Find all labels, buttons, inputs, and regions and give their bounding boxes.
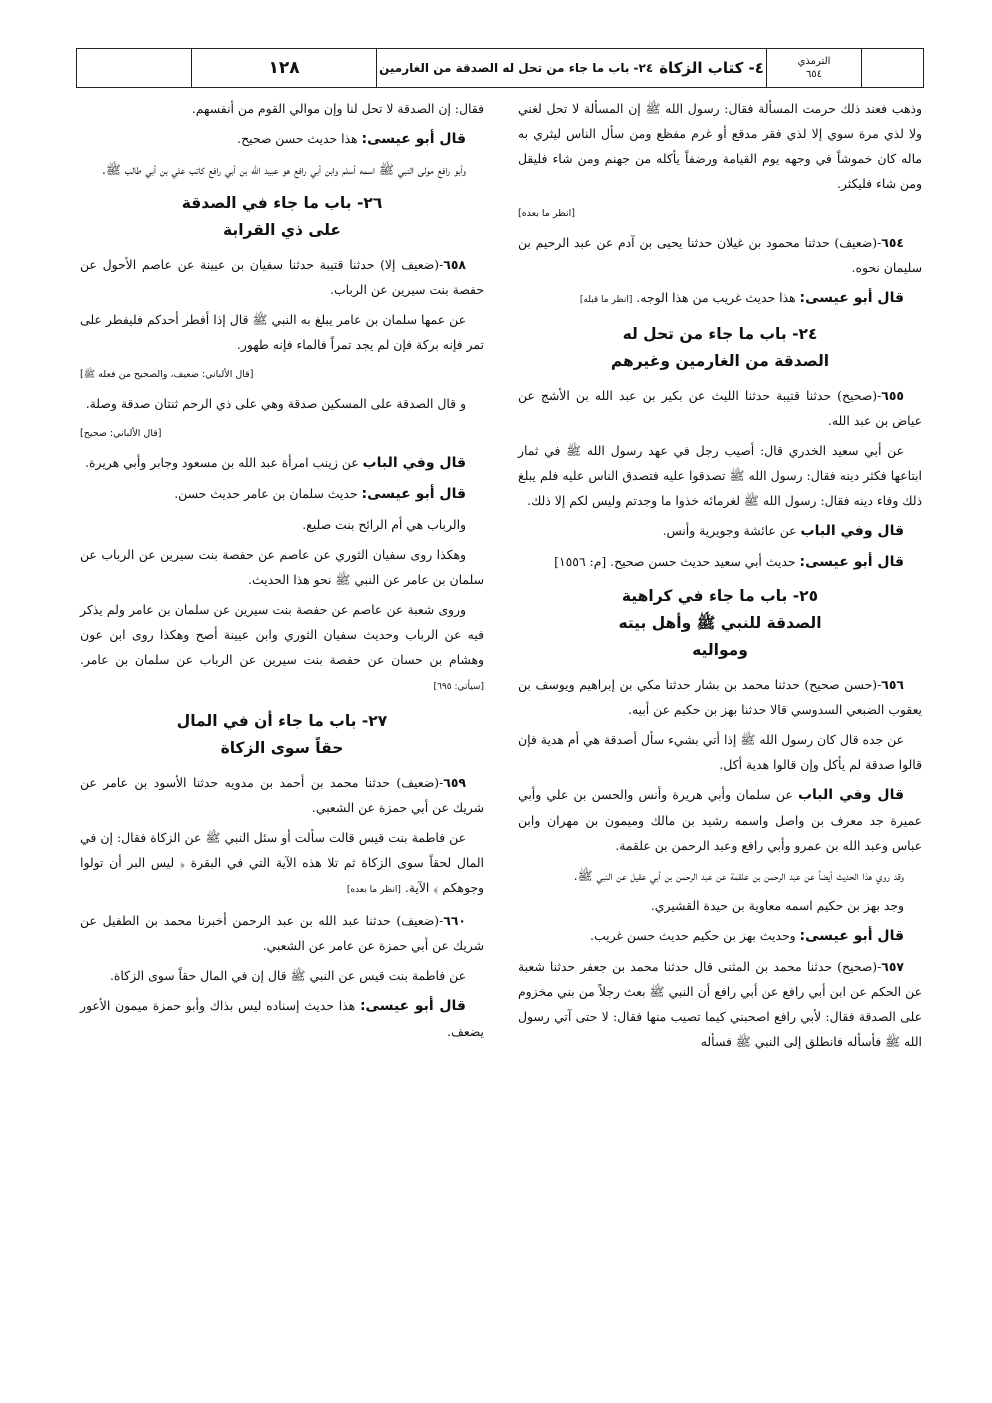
header-cell-blank-right	[861, 49, 923, 87]
chapter-heading-26: ٢٦- باب ما جاء في الصدقة على ذي القرابة	[181, 194, 383, 239]
chapter-heading-24: ٢٤- باب ما جاء من تحل له الصدقة من الغارمين وغيرهم	[610, 325, 830, 370]
paragraph: وهكذا روى سفيان الثوري عن عاصم عن حفصة بنت سيرين عن الرباب عن سلمان بن عامر عن النبي ﷺ نحو هذا الحديث.	[80, 547, 484, 587]
fil-bab-comment: قال وفي الباب عن زينب امرأة عبد الله بن مسعود وجابر وأبي هريرة.	[85, 455, 466, 471]
hadith-654: ٦٥٤-(ضعيف) حدثنا محمود بن غيلان حدثنا يحيى بن آدم عن عبد الرحيم بن سليمان نحوه.	[518, 235, 922, 275]
header-ref-number: ٦٥٤	[805, 69, 823, 80]
albani-note: [قال الألباني: صحيح]	[80, 428, 162, 439]
albani-note: [قال الألباني: ضعيف، والصحيح من فعله ﷺ]	[80, 369, 254, 380]
header-cell-blank-left	[77, 49, 191, 87]
abu-isa-comment: قال أبو عيسى: هذا حديث إسناده ليس بذاك وأبو حمزة ميمون الأعور يضعف.	[80, 998, 484, 1039]
header-reference	[766, 49, 861, 87]
paragraph: عن فاطمة بنت قيس عن النبي ﷺ قال إن في المال حقاً سوى الزكاة.	[109, 968, 466, 983]
abu-isa-comment: قال أبو عيسى: هذا حديث غريب من هذا الوجه. [انظر ما قبله]	[579, 290, 904, 306]
abu-isa-comment: قال أبو عيسى: حديث سلمان بن عامر حديث حسن.	[174, 486, 466, 502]
paragraph: و قال الصدقة على المسكين صدقة وهي على ذي الرحم ثنتان صدقة وصلة.	[85, 396, 466, 411]
abu-isa-comment: قال أبو عيسى: وحديث بهز بن حكيم حديث حسن غريب.	[590, 928, 904, 944]
header-chapter: ٢٤- باب ما جاء من تحل له الصدقة من الغارمين	[379, 61, 654, 75]
chapter-heading-25: ٢٥- باب ما جاء في كراهية الصدقة للنبي ﷺ وأهل بيته ومواليه	[618, 587, 822, 659]
header-book: ٤- كتاب الزكاة	[659, 59, 764, 77]
paragraph: وقد روي هذا الحديث أيضاً عن عبد الرحمن بن علقمة عن عبد الرحمن بن أبي عقيل عن النبي ﷺ.	[573, 868, 904, 883]
hadith-659: ٦٥٩-(ضعيف) حدثنا محمد بن أحمد بن مدويه حدثنا الأسود بن عامر عن شريك عن أبي حمزة عن الشعبي.	[80, 775, 484, 815]
paragraph: عن أبي سعيد الخدري قال: أصيب رجل في عهد رسول الله ﷺ في ثمار ابتاعها فكثر دينه فقال: رسول الله ﷺ تصدقوا عليه فتصدق الناس عليه فلم يبلغ ذلك وفاء دينه فقال: رسول الله ﷺ لغرمائه خذوا ما وجدتم وليس لكم إلا ذلك.	[518, 443, 922, 508]
paragraph: وأبو رافع مولى النبي ﷺ اسمه أسلم وابن أبي رافع هو عبيد الله بن أبي رافع كاتب علي بن أبي طالب ﷺ.	[101, 162, 466, 177]
paragraph: وذهب فعند ذلك حرمت المسألة فقال: رسول الله ﷺ إن المسألة لا تحل لغني ولا لذي مرة سوي إلا لذي فقر مدقع أو غرم مفظع ومن سأل الناس ليثري به ماله كان خموشاً في وجهه يوم القيامة ورضفاً يأكله من جهنم ومن شاء فليقل ومن شاء فليكثر.	[518, 101, 922, 191]
fil-bab-comment: قال وفي الباب عن سلمان وأبي هريرة وأنس والحسن بن علي وأبي عميرة جد معرف بن واصل واسمه رشيد بن مالك وميمون بن مهران وابن عباس وعبد الله بن عمرو وأبي رافع وعبد الرحمن بن علقمة.	[518, 787, 922, 853]
header-ref-name: الترمذي	[797, 56, 831, 67]
left-column	[80, 96, 484, 1049]
paragraph: وروى شعبة عن عاصم عن حفصة بنت سيرين عن سلمان بن عامر ولم يذكر فيه عن الرباب وحديث سفيان الثوري وابن عيينة أصح وهكذا روى ابن عون وهشام بن حسان عن حفصة بنت سيرين عن الرباب عن سلمان بن عامر. [سيأتي: ٦٩٥]	[80, 602, 484, 692]
hadith-655: ٦٥٥-(صحيح) حدثنا قتيبة حدثنا الليث عن بكير بن عبد الله بن الأشج عن عياض بن عبد الله.	[518, 388, 922, 428]
chapter-heading-27: ٢٧- باب ما جاء أن في المال حقاً سوى الزكاة	[176, 712, 388, 757]
abu-isa-comment: قال أبو عيسى: هذا حديث حسن صحيح.	[237, 131, 466, 147]
hadith-657: ٦٥٧-(صحيح) حدثنا محمد بن المثنى قال حدثنا محمد بن جعفر حدثنا شعبة عن الحكم عن ابن أبي رافع عن أبي رافع أن النبي ﷺ بعث رجلاً من بني مخزوم على الصدقة فقال: لأبي رافع اصحبني كيما تصيب منها فقال: لا حتى آتي رسول الله ﷺ فأسأله فانطلق إلى النبي ﷺ فسأله	[518, 959, 922, 1049]
paragraph: عن جده قال كان رسول الله ﷺ إذا أتي بشيء سأل أصدقة هي أم هدية فإن قالوا صدقة لم يأكل وإن قالوا هدية أكل.	[518, 732, 922, 772]
right-column	[518, 96, 922, 1059]
hadith-660: ٦٦٠-(ضعيف) حدثنا عبد الله بن عبد الرحمن أخبرنا محمد بن الطفيل عن شريك عن أبي حمزة عن عامر عن الشعبي.	[80, 913, 484, 953]
note: [انظر ما بعده]	[518, 208, 575, 219]
header-title	[376, 49, 766, 87]
paragraph: وجد بهز بن حكيم اسمه معاوية بن حيدة القشيري.	[650, 898, 904, 913]
hadith-658: ٦٥٨-(ضعيف إلا) حدثنا قتيبة حدثنا سفيان بن عيينة عن عاصم الأحول عن حفصة بنت سيرين عن الرباب.	[80, 257, 484, 297]
hadith-656: ٦٥٦-(حسن صحيح) حدثنا محمد بن بشار حدثنا مكي بن إبراهيم ويوسف بن يعقوب الضبعي السدوسي قالا حدثنا بهز بن حكيم عن أبيه.	[518, 677, 922, 717]
page-header	[76, 48, 924, 88]
fil-bab-comment: قال وفي الباب عن عائشة وجويرية وأنس.	[662, 523, 904, 539]
abu-isa-comment: قال أبو عيسى: حديث أبي سعيد حديث حسن صحيح. [م: ١٥٥٦]	[554, 554, 904, 570]
paragraph: والرباب هي أم الرائح بنت صليع.	[302, 517, 466, 532]
paragraph: فقال: إن الصدقة لا تحل لنا وإن موالي القوم من أنفسهم.	[191, 101, 484, 116]
paragraph: عن فاطمة بنت قيس قالت سألت أو سئل النبي ﷺ عن الزكاة فقال: إن في المال لحقاً سوى الزكاة ثم تلا هذه الآية التي في البقرة ﴿ ليس البر أن تولوا وجوهكم ﴾ الآية. [انظر ما بعده]	[80, 830, 484, 895]
paragraph: عن عمها سلمان بن عامر يبلغ به النبي ﷺ قال إذا أفطر أحدكم فليفطر على تمر فإنه بركة فإن لم يجد تمراً فالماء فإنه طهور.	[80, 312, 484, 352]
page-number: ١٢٨	[191, 49, 376, 87]
